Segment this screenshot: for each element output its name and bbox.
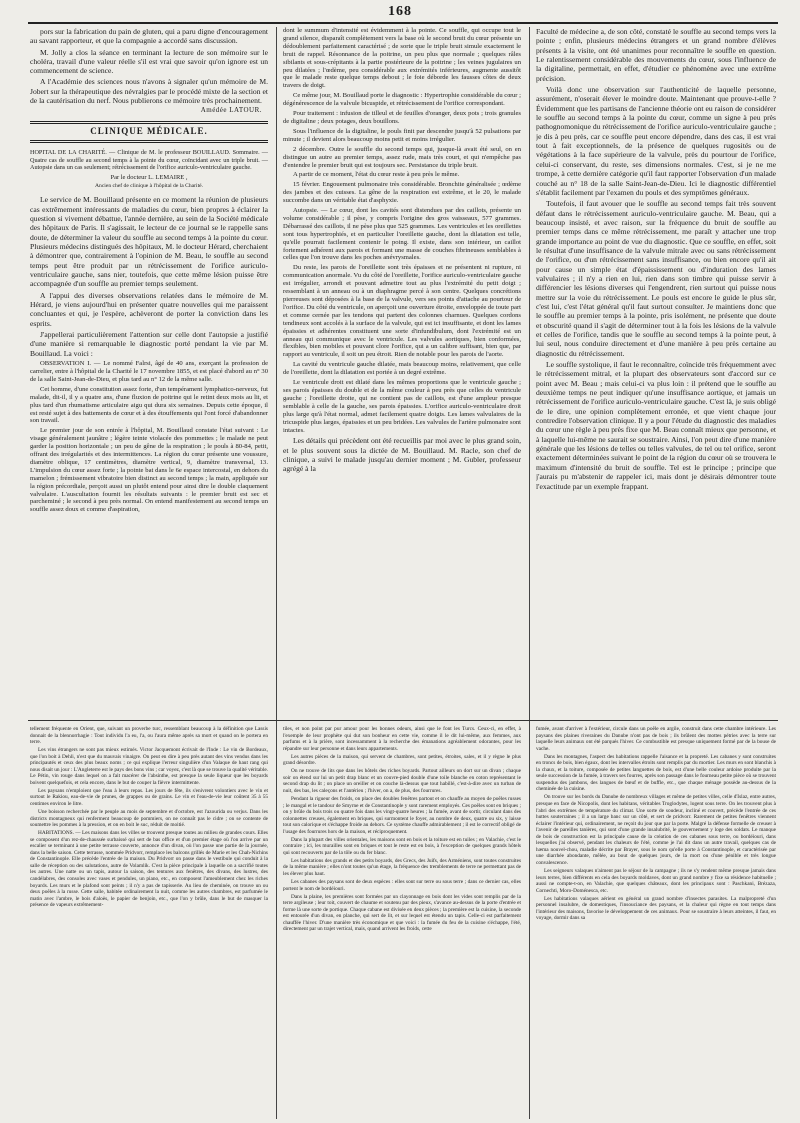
feuilleton-paragraph: Les vins étrangers ne sont pas mieux estimés. Victor Jacquemont écrivait de l'Inde : Le vin de Bordeaux, que l'on boit à Dehli, n'est que du mauvais vinaigre. On peut en dire à peu près autant des vins vendus dans les principautés et ceux des plus beaux noms ; ce qui explique l'erreur singulière d'un Valaque de haut rang qui nous disait un jour : L'Angleterre est le pays des bons vins ; car voyez, c'est là que se trouve la qualité véritable. Le Pétin, vin rouge dans lequel on a fait macérer de l'absinthe, est presque la seule liqueur que les boyards boivent quelquefois, et cela encore, dans le but de couper la fièvre intermittente.: [30, 747, 268, 786]
observation-paragraph: Ce même jour, M. Bouillaud porte le diagnostic : Hypertrophie considérable du cœur ; dégénérescence de la valvule bicuspide, et rétrécissement de l'orifice correspondant.: [283, 92, 521, 108]
feuilleton-paragraph: Les autres pièces de la maison, qui servent de chambres, sont petites, étroites, sales, et il y règne le plus grand désordre.: [283, 753, 521, 767]
autopsy-paragraph: Autopsie. — Le cœur, dont les cavités sont distendues par des caillots, présente un volume considérable ; il pèse, y compris l'origine des gros vaisseaux, 577 grammes. Débarrassé des caillots, il ne pèse plus que 525 grammes. Les ventricules et les oreillettes sont tous hypertrophiés, et en particulier l'oreillette gauche, dont la dilatation est telle, qu'elle pourrait facilement contenir le poing. Il existe, dans son intérieur, un caillot fortement adhérent aux parois et formant une masse de couches fibrineuses semblables à celles que l'on trouve dans les poches anévrysmales.: [283, 207, 521, 262]
section-title: CLINIQUE MÉDICALE.: [30, 121, 268, 143]
feuilleton-paragraph: Pendant la rigueur des froids, on place des doubles fenêtres partout et on chauffe au moyen de poêles russes ; le mangal et le tandour de Smyrne et de Constantinople y sont rarement employés. Ces poêles sont en briques ; on y brûle du bois trois ou quatre fois dans les vingt-quatre heures ; la fumée, avant de sortir, circulant dans des colonnettes creuses, également en briques, qui surmontent le foyer, au nombre de deux, quatre ou six, y laisse tout son calorique et s'échappe froide au dehors. Ce système chauffe admirablement ; il est le correctif obligé de l'usage des fourrures hors de la maison, et réciproquement.: [283, 795, 521, 835]
column-1: [30, 27, 268, 717]
byline: Par le docteur L. LEMAIRE ,: [110, 174, 188, 182]
author-signature: Amédée LATOUR.: [200, 106, 262, 115]
feuilleton-column-2: [283, 726, 521, 1119]
feuilleton-paragraph: Les seigneurs valaques n'aiment pas le séjour de la campagne ; ils ne s'y rendent même presque jamais dans leurs terres, bien différents en cela des boyards moldaves, dont un grand nombre y fixe sa résidence habituelle ; aussi ne compte-t-on, en Valachie, que quelques châteaux, dont les principaux sont : Paschkani, Brézaza, Cornechti, Moro-Doménesca, etc.: [536, 867, 776, 894]
observation-paragraph: Sous l'influence de la digitaline, le pouls finit par descendre jusqu'à 52 pulsations par minute ; il devient alors beaucoup moins petit et moins irrégulier.: [283, 127, 521, 143]
feuilleton-paragraph: Les paysans n'emploient que l'eau à leurs repas. Les jours de fête, ils s'enivrent volontiers avec le vin et surtout le Rakiou, eau-de-vie de prunes, de grappes ou de grains. Le vin et l'eau-de-vie leur coûtent 35 à 55 centimes environ le litre.: [30, 787, 268, 808]
paragraph: pors sur la fabrication du pain de gluten, qui a paru digne d'encouragement au savant rapporteur, et que la compagnie a accordé sans discussion.: [30, 27, 268, 46]
observation-paragraph: 2 décembre. Outre le souffle du second temps qui, jusque-là avait été seul, on en distingue un autre au premier temps, assez rude, mais très court, et qui n'empêche pas d'entendre le premier bruit qui est toujours sec. Persistance du triple bruit.: [283, 145, 521, 169]
observation-paragraph: Cet homme, d'une constitution assez forte, d'un tempérament lymphatico-nerveux, fut malade, dit-il, il y a quatre ans, d'une fluxion de poitrine qui le retint deux mois au lit, et plus tard d'un rhumatisme articulaire aigu qui dura six semaines. Depuis cette époque, il est resté sujet à des battements de cœur et à des étouffements qui l'ont forcé d'abandonner son travail.: [30, 385, 268, 425]
observation-paragraph: Pour traitement : infusion de tilleul et de feuilles d'oranger, deux pots ; trois granules de digitaline ; deux potages, deux bouillons.: [283, 110, 521, 125]
feuilleton-paragraph: Les habitations valaques aérient en général un grand nombre d'insectes parasites. La malpropreté d'un personnel insalubre, de domestiques, l'insouciance des paysans, et la chaleur qui règne en tout temps dans l'intérieur des maisons, favorise le développement de ces animaux. Pour se soustraire à leurs atteintes, il faut, en voyage, dormir dans sa: [536, 895, 776, 922]
paragraph: Les détails qui précèdent ont été recueillis par moi avec le plus grand soin, et le plus souvent sous la dictée de M. Bouillaud. M. Racle, son chef de clinique, a suivi le malade jusqu'au dernier moment ; M. Gubler, professeur agrégé à la: [283, 436, 521, 474]
article-summary: HOPITAL DE LA CHARITÉ. — Clinique de M. le professeur BOUILLAUD. Sommaire. — Quatre cas de souffle au second temps à la pointe du cœur, coïncidant avec un triple bruit. — Autopsie dans un cas seulement; rétrécissement de l'orifice auriculo-ventriculaire gauche.: [30, 149, 268, 171]
observation-paragraph: A partir de ce moment, l'état du cœur reste à peu près le même.: [293, 171, 460, 179]
byline-subtitle: Ancien chef de clinique à l'hôpital de la Charité.: [94, 183, 204, 190]
autopsy-paragraph: Le ventricule droit est dilaté dans les mêmes proportions que le ventricule gauche ; ses parois épaisses du double et de la même couleur à peu près que celles du ventricule gauche ; l'oreillette droite, qui ne contient pas de caillots, est d'une ampleur presque semblable à celle de la gauche, ses parois épaissies. L'orifice auriculo-ventriculaire droit plus large qu'à l'état normal, admet facilement quatre doigts. Les lames valvulaires de la tricuspide plus larges, épaissies et un peu bridées. Les valvules de l'artère pulmonaire sont intactes.: [283, 379, 521, 434]
page-number: 168: [388, 4, 412, 19]
paragraph: A l'Académie des sciences nous n'avons à signaler qu'un mémoire de M. Jobert sur la thérapeutique des névralgies par le procédé mixte de la section et de la cautérisation du nerf. Nous publierons ce mémoire très prochainement.: [30, 77, 268, 106]
column-divider: [529, 27, 530, 1119]
feuilleton-paragraph: Dans la plupart des villes orientales, les maisons sont en bois et la toiture est en tuiles ; en Valachie, c'est le contraire ; ici, les murailles sont en briques et tout le reste est en bois, à l'exception de quelques grands hôtels qui sont recouverts par de la tôle ou du fer blanc.: [283, 836, 521, 856]
observation-paragraph: 15 février. Engouement pulmonaire très considérable. Bronchite généralisée ; œdème des jambes et des cuisses. La gêne de la respiration est extrême, et le 20, le malade succombe dans un véritable état d'asphyxie.: [283, 181, 521, 205]
feuilleton-column-1: [30, 726, 268, 1119]
paragraph: M. Jolly a clos la séance en terminant la lecture de son mémoire sur le choléra, travail d'une valeur réelle s'il est vrai que savoir qu'on ignore est un commencement de science.: [30, 47, 268, 76]
feuilleton-paragraph: tiles, et non point par pur amour pour les bonnes odeurs, ainsi que le font les Turcs. Ceux-ci, en effet, à l'exemple de leur prophète qui dut son bonheur en cette vie, comme il le dit lui-même, aux femmes, aux parfums et à la prière, sont incessamment à la recherche des émanations agréablement odorantes, pour les répandre sur leur personne et dans leurs appartements.: [283, 726, 521, 752]
paragraph: Toutefois, il faut avouer que le souffle au second temps fait très souvent défaut dans le rétrécissement auriculo-ventriculaire gauche. M. Beau, qui a beaucoup insisté, et avec raison, sur la fréquence du bruit de souffle au premier temps dans ce même rétrécissement, me paraît y attacher une trop grande importance au point de vue du diagnostic. Que ce souffle, en effet, soit le résultat d'une insuffisance de la valvule mitrale avec ou sans rétrécissement de l'orifice, ou d'un rétrécissement sans insuffisance, ou bien encore qu'il ait pour cause un simple état d'épaississement ou d'induration des lames valvulaires ; il n'y a rien en lui, rien dans son timbre qui puisse servir à différencier les lésions diverses qui l'engendrent, rien surtout qui puisse nous mettre sur la voie du rétrécissement. Le pouls est encore le guide le plus sûr, c'est lui, c'est l'état général qu'il faut surtout consulter. Je maintiens donc que le souffle au premier temps à la pointe, pris isolément, ne présente que doute et obscurité quand il s'agit de déterminer tout à la fois les lésions de la valvule et celles de l'orifice, tandis que le souffle au second temps à la pointe peut, à lui seul, nous conduire directement et d'une manière à peu près certaine au diagnostic du rétrécissement.: [536, 199, 776, 358]
feuilleton-paragraph: Les cabanes des paysans sont de deux espèces : elles sont sur terre ou sous terre ; dans ce dernier cas, elles portent le nom de bordéiouri.: [283, 879, 521, 892]
paragraph: Faculté de médecine a, de son côté, constaté le souffle au second temps vers la pointe ; enfin, plusieurs médecins étrangers et un grand nombre d'élèves présents à la visite, ont été unanimes pour reconnaître le souffle en question. Le ralentissement considérable des mouvements du cœur, sous l'influence de la digitaline, permettait, en effet, d'étudier ce phénomène avec une extrême précision.: [536, 27, 776, 83]
feuilleton-paragraph: On ne trouve de lits que dans les hôtels des riches boyards. Partout ailleurs on dort sur un divan ; chaque soir on étend sur lui un petit drap blanc et un couvre-pied double d'une toile blanche en coton représentant le second drap du lit ; on place un oreiller et on couche là-dessus que tout habillé, c'est-à-dire avec un turban de nuit, des bas, les caleçons et l'antérieu ; l'hiver, on a, de plus, des fourrures.: [283, 768, 521, 794]
feuilleton-column-3: [536, 726, 776, 1119]
feuilleton-paragraph: HABITATIONS. — Les maisons dans les villes se trouvent presque toutes au milieu de grandes cours. Elles se composent d'un rez-de-chaussée surbaissé qui sert de bas office et d'un premier étage où l'on arrive par un escalier se terminant à une petite terrasse couverte, annonce d'un divan, où l'on passe une partie de la journée, dans la belle saison. Cette terrasse, nommée Pridvorr, remplace les balcons grillés de Marie et les Chah-Nichins de Constantinople. Elle précède l'entrée de la maison. Du Pridvorr on passe dans le vestibule qui conduit à la salle de réception ou des salutations, autre de Volamlik. C'est la pièce principale à laquelle on a sacrifié toutes les autres. Une natte ou un tapis, autour la saison, des tentures aux fenêtres, des divans, des lustres, des candélabres, des consoles avec vases et pendules, un piano, etc., en composent l'ameublement chez les riches boyards. Les murs et le plafond sont peints ; il n'y a pas de tapisserie. Au lieu de cheminée, on trouve un ou deux poêles à la russe. Cette salle, habitée ordinairement la nuit, comme les autres chambres, est parfumée le matin avec l'ambre, le bois d'aloès, le papier de benjoin, etc., que l'on y brûle, dans le but de masquer la présence de vapeurs extrêmement-: [30, 830, 268, 909]
paragraph: A l'appui des diverses observations relatées dans le mémoire de M. Hérard, je viens aujourd'hui en présenter quatre nouvelles qui me paraissent concluantes et qui, je l'espère, achèveront de porter la conviction dans les esprits.: [30, 290, 268, 328]
header-rule: [28, 22, 778, 24]
feuilleton-paragraph: Les habitations des grands et des petits boyards, des Grecs, des Juifs, des Arméniens, sont toutes construites de la même manière ; elles n'ont toutes qu'un étage, la fréquence des tremblements de terre ne permettant pas de les élever plus haut.: [283, 857, 521, 877]
feuilleton-paragraph: tellement fréquente en Orient, que, suivant un proverbe turc, ressemblant beaucoup à la définition que Lassis donnait de la blennorrhagie : Tout individu l'a eu, l'a, ou l'aura même après sa mort et quand on le portera en terre.: [30, 726, 268, 746]
paragraph: Le service de M. Bouillaud présente en ce moment la réunion de plusieurs cas extrêmement intéressants de maladies du cœur, bien propres à éclairer la question si vivement débattue, l'année dernière, au sein de la Société médicale des hôpitaux de Paris. Il s'agissait, le lecteur de ce journal se le rappelle sans doute, de déterminer la valeur du souffle au second temps à la pointe du cœur. Plusieurs médecins distingués des hôpitaux, M. le docteur Hérard, cherchaient à démontrer que, contrairement à l'opinion de M. Beau, le souffle au second temps peut être produit par un rétrécissement de l'orifice auriculo-ventriculaire gauche, sans nier, toutefois, que cette même lésion puisse être accompagnée d'un souffle au premier temps seulement.: [30, 195, 268, 289]
autopsy-paragraph: La cavité du ventricule gauche dilatée, mais beaucoup moins, relativement, que celle de l'oreillette, dont la dilatation est portée à un degré extrême.: [283, 361, 521, 377]
observation-paragraph: Le premier jour de son entrée à l'hôpital, M. Bouillaud constate l'état suivant : Le visage généralement jaunâtre ; légère teinte violacée des pommettes ; le malade ne peut garder la position horizontale ; un peu de gêne de la respiration ; le pouls à 80-84, petit, offrant des irrégularités et des intermittences. La région du cœur présente une voussure, diamètre oblique, 17 centimètres, diamètre vertical, 9, diamètre transversal, 13. L'impulsion du cœur assez forte ; la pointe bat dans le 6e espace intercostal, en dehors du mamelon ; frémissement vibratoire bien distinct au second temps ; la main, appliquée sur la région précordiale, perçoit aussi un plutôt entend pour ainsi dire le double claquement valvulaire. L'auscultation fournit les résultats suivants : le premier bruit est sec et parcheminé ; le second à peu près normal. On entend manifestement au second temps un souffle assez doux et comme d'aspiration,: [30, 427, 268, 514]
column-2: [283, 27, 521, 717]
paragraph: Le souffle systolique, il faut le reconnaître, coïncide très fréquemment avec le rétrécissement mitral, et la plupart des observateurs sont d'accord sur ce point avec M. Beau ; mais celui-ci va plus loin : il prétend que le souffle au deuxième temps ne peut indiquer qu'une insuffisance aortique, et jamais un rétrécissement de l'orifice auriculo-ventriculaire gauche. C'est là, je suis obligé de le dire, une opinion complètement erronée, et que vient chaque jour contredire l'observation clinique. Il y a pour l'étude du diagnostic des maladies du cœur une règle à peu près fixe que M. Beau connaît mieux que personne, et à laquelle lui-même ne saurait se soustraire. Ainsi, l'on peut dire d'une manière générale que les lésions de telles ou telles valvules, de tel ou tel orifice, seront exactement déterminées suivant le point de la région du cœur où se trouvera le maximum d'intensité du bruit de souffle. Tel est le principe ; principe que j'aurais pu m'abstenir de rappeler ici, mais dont je désirais démontrer toute l'exactitude par un exemple frappant.: [536, 360, 776, 491]
column-3: [536, 27, 776, 717]
column-divider: [276, 27, 277, 1119]
autopsy-paragraph: Du reste, les parois de l'oreillette sont très épaisses et ne présentent ni rupture, ni communication anormale. Vu du côté de l'oreillette, l'orifice auriculo-ventriculaire gauche est irrégulier, arrondi et pouvant admettre tout au plus l'extrémité du petit doigt ; ressemblant à un anneau ou à un diaphragme percé à son centre. Quelques concrétions pierreuses sont déposées à la base de la valvule, vers ses points d'attache au pourtour de l'orifice. Du côté du ventricule, on aperçoit une ouverture étroite, enveloppée de toute part et comme cernée par les tendons qui partent des colonnes charnues. Quelques cordons tendineux sont accolés à la surface de la valvule, qui est ici insuffisante, et dont les lames épaissies et adhérentes constituent une sorte d'infundibulum, dont l'extrémité est un anneau qui communique avec le ventricule. Les valvules aortiques, bien conformées, flexibles, bien mobiles et pouvant clore l'orifice, qui a un calibre suffisant, bien que, par rapport au ventricule, il soit un peu étroit. Rien de notable pour les parois de l'aorte.: [283, 264, 521, 359]
feuilleton-paragraph: fumée, avant d'arriver à l'extérieur, circule dans un poêle en argile, construit dans cette chambre intérieure. Les paysans des plaines riveraines du Danube n'ont pas de bois ; ils brûlent des mottes pétries avec la terre sur laquelle leurs animaux ont été parqués l'hiver. Ce combustible est presque uniquement formé par de la bouse de vache.: [536, 726, 776, 752]
paragraph: Voilà donc une observation sur l'authenticité de laquelle personne, assurément, n'oserait élever le moindre doute. Maintenant que prouve-t-elle ? Évidemment que les partisans de l'ancienne théorie ont eu raison de considérer le souffle au second temps à la pointe du cœur, comme un signe à peu près pathognomonique du rétrécissement de l'orifice auriculo-ventriculaire gauche ; je dis à peu près, car ce souffle peut encore dépendre, dans des cas, il est vrai tout à fait exceptionnels, de la présence de quelques rugosités ou de végétations à la face supérieure de la valvule, près du pourtour de l'orifice, celui-ci conservant, du reste, ses dimensions normales. C'est, si je ne me trompe, à cette dernière catégorie qu'il faut rapporter l'observation d'un malade couché au n° 18 de la salle Saint-Jean-de-Dieu. Ici le diagnostic différentiel s'établit facilement par l'examen du pouls et des symptômes généraux.: [536, 85, 776, 197]
feuilleton-paragraph: Dans la plaine, les premières sont formées par un clayonnage en bois dont les vides sont remplis par de la terre argileuse ; leur toit, couvert de chaume et soutenu par des pieux, s'avance au-dessus de la porte d'entrée et forme là une sorte de portique. Chaque cabane est divisée en deux pièces ; la première est la cuisine, la seconde est entourée d'un divan, en planche, qui sert de lit, et sur lequel est étendu un tapis. Celle-ci est parfaitement chauffée l'hiver. D'une manière très économique et que voici : la fumée du feu de la cuisine s'échappe, l'été, directement par un trajet vertical, mais, quand arrivent les froids, cette: [283, 893, 521, 933]
feuilleton-paragraph: Une boisson recherchée par le peuple au mois de septembre et d'octobre, est l'azourida ou verjus. Dans les districts montagneux qui renferment beaucoup de pommiers, on ne connaît pas le cidre ; on se contente de soumettre les pommes à la pression, et on en boit le suc, réduit de moitié.: [30, 809, 268, 829]
feuilleton-divider: [28, 720, 778, 721]
feuilleton-paragraph: On trouve sur les bords du Danube de nombreux villages et même de petites villes, celle d'Islaz, entre autres, presque en face de Nicopolis, dont les habitans, véritables Troglodytes, logent sous terre. On les trouvent plus à l'abri des extrêmes de température du climat. Une sorte de soudeur, incliné et couvert, précède l'entrée de ces huttes souterraines ; il a un large banc sur un côté, et sert de pridvorr. Rarement de petites fenêtres viennent éclairer l'intérieur qui, ordinairement, ne reçoit du jour que par la porte. Malgré la défense formelle de creuser à l'avenir de pareilles tanières, qui sont d'une grande insalubrité, le gouvernement y loge des soldats. Le manque de bois de construction est la principale cause de la création de ces cabanes sous terre, ou bordéiouri, dans lesquelles j'ai observé, pendant les chaleurs de l'été, comme je l'ai dit dans un autre travail, quelques cas de hæma nouvel-chou, maladie décrite par Brayer, sous le nom qu'elle porte à Constantinople, et caractérisée par une diarrhée abondante, mêlée, au bout de quelques jours, de la mort ou d'une pénible et très longue convalescence.: [536, 794, 776, 866]
observation-paragraph: dont le summum d'intensité est évidemment à la pointe. Ce souffle, qui occupe tout le grand silence, disparaît complètement vers la base où le second bruit du cœur présente un dédoublement parfaitement caractérisé ; de sorte que le triple bruit simule exactement le bruit de rappel. Résonnance de la poitrine, un peu plus que normale ; quelques râles sibilants et sous-crépitants à la partie postérieure de la poitrine ; les veines jugulaires un peu dilatées ; l'œdème, peu considérable aux extrémités inférieures, augmente aussitôt que le malade reste quelque temps debout ; le foie déborde les fausses côtes de deux travers de doigt.: [283, 27, 521, 90]
feuilleton-paragraph: Dans les montagnes, l'aspect des habitations rappelle l'aisance et la propreté. Les cabanes y sont construites en troncs de bois, bien égaux, dont les intervalles étroits sont remplis par du mortier. Les murs en sont blanchis à la chaux, et la toiture, composée de petites languettes de bois, est d'une belle couleur ardoise produite par la seule succession de la fumée, à travers ses fourres, après son passage dans le fourneau petite pièce où se trouvent suspendus des jambons, des langues de bœuf et de buffle, etc., que chaque ménage possède au-dessus de la cheminée de la cuisine.: [536, 753, 776, 793]
paragraph: J'appellerai particulièrement l'attention sur celle dont l'autopsie a justifié d'une manière si remarquable le diagnostic porté pendant la vie par M. Bouillaud. La voici :: [30, 330, 268, 358]
observation-paragraph: OBSERVATION I. — Le nommé Falrsi, âgé de 40 ans, exerçant la profession de carrelier, entre à l'hôpital de la Charité le 17 novembre 1855, et est placé d'abord au n° 30 de la salle Saint-Jean-de-Dieu, et plus tard au n° 12 de la même salle.: [30, 360, 268, 383]
